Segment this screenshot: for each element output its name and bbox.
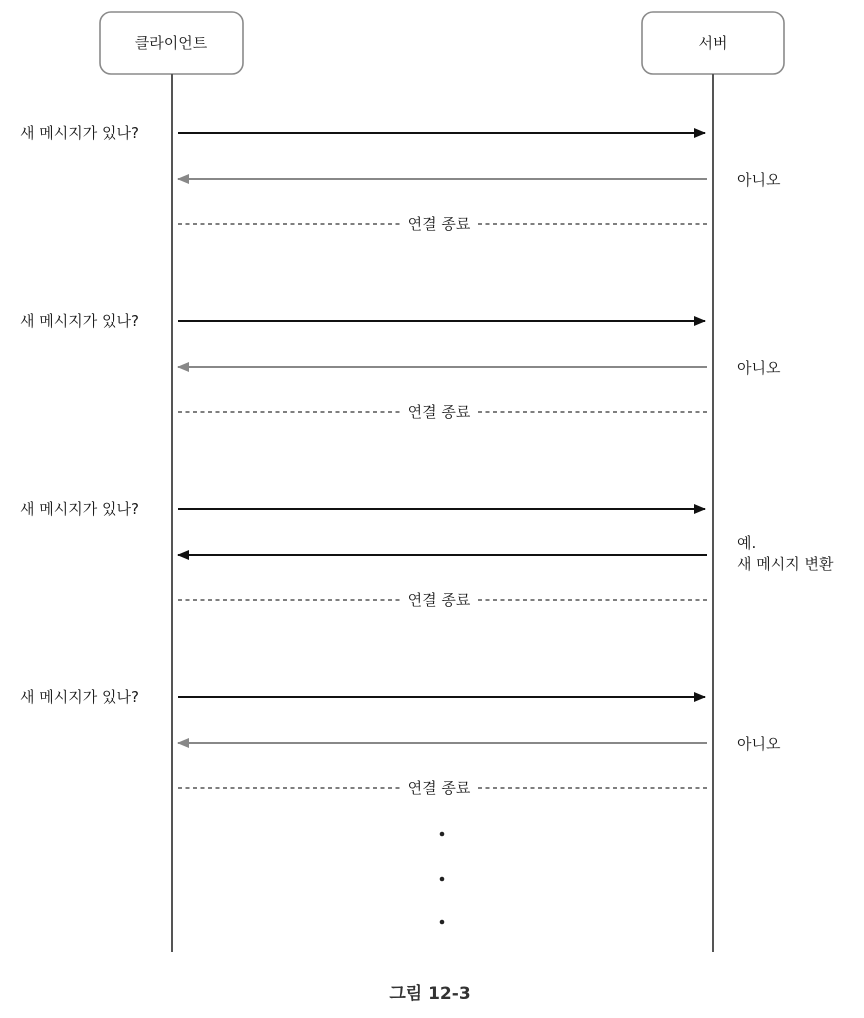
continuation-dot <box>440 832 445 837</box>
request-label: 새 메시지가 있나? <box>20 500 139 518</box>
request-label: 새 메시지가 있나? <box>20 124 139 142</box>
close-connection-label: 연결 종료 <box>407 779 471 797</box>
close-connection-label: 연결 종료 <box>407 403 471 421</box>
response-label: 아니오 <box>737 735 781 753</box>
client-label: 클라이언트 <box>134 34 208 52</box>
request-label: 새 메시지가 있나? <box>20 688 139 706</box>
response-label: 아니오 <box>737 171 781 189</box>
response-label: 예. <box>737 534 757 552</box>
continuation-dot <box>440 877 445 882</box>
server-label: 서버 <box>698 34 728 52</box>
exchange-group <box>20 124 834 799</box>
exchange <box>20 688 781 799</box>
continuation-dot <box>440 920 445 925</box>
continuation-dots <box>440 832 445 925</box>
close-connection-label: 연결 종료 <box>407 591 471 609</box>
request-label: 새 메시지가 있나? <box>20 312 139 330</box>
client-box <box>100 12 243 74</box>
exchange <box>20 500 834 611</box>
figure-caption: 그림 12-3 <box>389 984 471 1004</box>
response-detail-label: 새 메시지 변환 <box>737 555 834 573</box>
exchange <box>20 124 781 235</box>
response-label: 아니오 <box>737 359 781 377</box>
server-box <box>642 12 784 74</box>
exchange <box>20 312 781 423</box>
close-connection-label: 연결 종료 <box>407 215 471 233</box>
